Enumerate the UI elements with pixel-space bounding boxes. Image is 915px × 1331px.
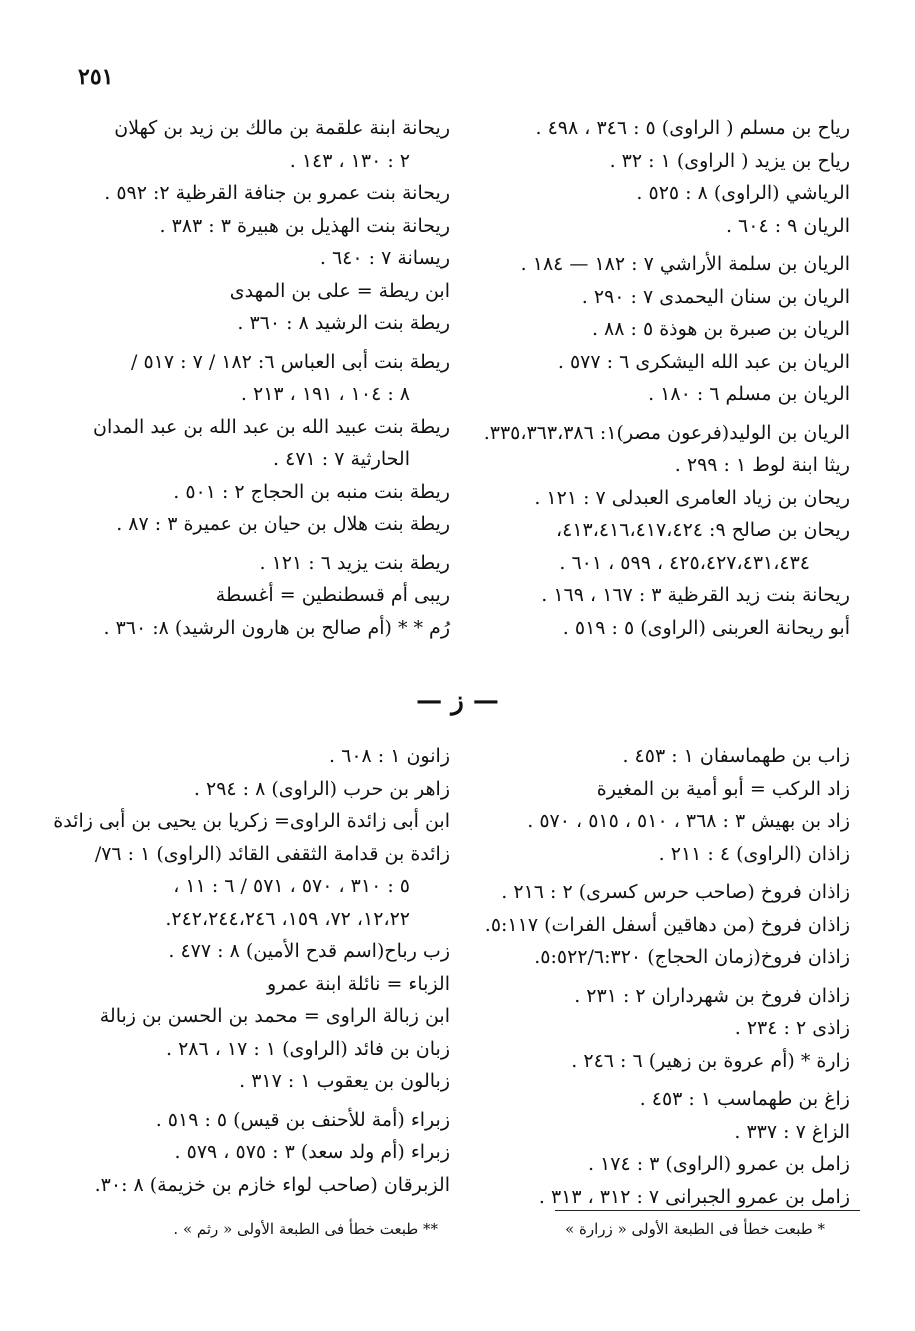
- index-entry: ابن زبالة الراوى = محمد بن الحسن بن زبالة: [99, 1005, 450, 1027]
- index-entry: ريطة بنت عبيد الله بن عبد الله بن عبد المدان: [93, 415, 450, 438]
- footnote-rule-right: [555, 1210, 860, 1211]
- index-entry: ريطة بنت منبه بن الحجاج ٢ : ٥٠١ .: [173, 480, 450, 503]
- index-entry: زب رباح(اسم قدح الأمين) ٨ : ٤٧٧ .: [168, 940, 450, 962]
- index-entry: ريحانة بنت عمرو بن جنافة القرظية ٢: ٥٩٢ .: [104, 182, 450, 204]
- index-entry: الريان بن صبرة بن هوذة ٥ : ٨٨ .: [591, 318, 850, 340]
- index-entry: رياح بن يزيد ( الراوى) ١ : ٣٢ .: [609, 149, 850, 172]
- index-entry: ابن أبى زائدة الراوى= زكريا بن يحيى بن أبى زائدة: [53, 810, 450, 832]
- index-entry: زاب بن طهماسفان ١ : ٤٥٣ .: [622, 745, 850, 767]
- index-column-right-lower: [470, 740, 850, 1213]
- page-number: ٢٥١: [78, 64, 114, 90]
- index-entry: الريان بن مسلم ٦ : ١٨٠ .: [648, 383, 850, 405]
- index-entry-continuation: ٨ : ١٠٤ ، ١٩١ ، ٢١٣ .: [240, 383, 410, 405]
- index-entry: ريطة بنت الرشيد ٨ : ٣٦٠ .: [237, 312, 450, 334]
- index-entry: الريان بن سنان اليحمدى ٧ : ٢٩٠ .: [581, 285, 850, 308]
- index-column-left-upper: [80, 112, 450, 644]
- index-entry: زارة * (أم عروة بن زهير) ٦ : ٢٤٦ .: [571, 1049, 850, 1072]
- index-entry: ريسانة ٧ : ٦٤٠ .: [319, 247, 450, 269]
- index-entry: زاذان فروخ (صاحب حرس كسرى) ٢ : ٢١٦ .: [501, 881, 850, 903]
- index-entry-continuation: ٤٢٥،٤٢٧،٤٣١،٤٣٤ ، ٥٩٩ ، ٦٠١ .: [559, 551, 810, 574]
- index-entry: الريان بن عبد الله اليشكرى ٦ : ٥٧٧ .: [557, 350, 850, 373]
- index-entry: ريحان بن صالح ٩: ٤١٣،٤١٦،٤١٧،٤٢٤،: [556, 519, 850, 541]
- index-entry: ريبى أم قسطنطين = أغسطة: [215, 584, 450, 606]
- index-entry: زاغ بن طهماسب ١ : ٤٥٣ .: [639, 1088, 850, 1110]
- index-entry: أبو ريحانة العربنى (الراوى) ٥ : ٥١٩ .: [562, 616, 850, 639]
- index-entry-continuation: ٥ : ٣١٠ ، ٥٧٠ ، ٥٧١ / ٦ : ١١ ،: [173, 875, 410, 897]
- index-entry: زبراء (أمة للأحنف بن قيس) ٥ : ٥١٩ .: [155, 1108, 450, 1131]
- index-entry: الريان بن سلمة الأراشي ٧ : ١٨٢ — ١٨٤ .: [520, 253, 850, 275]
- index-entry: زامل بن عمرو الجبرانى ٧ : ٣١٢ ، ٣١٣ .: [538, 1185, 850, 1208]
- index-entry: الريان بن الوليد(فرعون مصر)١: ٣٣٥،٣٦٣،٣٨٦.: [483, 421, 850, 444]
- index-entry: الريان ٩ : ٦٠٤ .: [725, 214, 850, 237]
- footnote-left: ** طبعت خطأ فى الطبعة الأولى « رثم » .: [173, 1220, 438, 1238]
- index-entry: زامل بن عمرو (الراوى) ٣ : ١٧٤ .: [587, 1153, 850, 1175]
- index-entry: ريطة بنت هلال بن حيان بن عميرة ٣ : ٨٧ .: [116, 513, 450, 535]
- index-entry: زاذان (الراوى) ٤ : ٢١١ .: [658, 842, 850, 865]
- index-entry: زبالون بن يعقوب ١ : ٣١٧ .: [239, 1070, 450, 1092]
- index-entry: الزباء = نائلة ابنة عمرو: [267, 972, 450, 995]
- index-entry: ريحانة ابنة علقمة بن مالك بن زيد بن كهلان: [114, 117, 450, 139]
- index-entry: الرياشي (الراوى) ٨ : ٥٢٥ .: [636, 182, 850, 204]
- index-entry-continuation: ٢ : ١٣٠ ، ١٤٣ .: [289, 149, 410, 172]
- index-entry: زاذى ٢ : ٢٣٤ .: [734, 1017, 850, 1039]
- index-entry: زاذان فروخ (من دهاقين أسفل الفرات) ٥:١١٧.: [484, 913, 850, 936]
- index-entry: زاذان فروخ(زمان الحجاج) ٥:٥٢٢/٦:٣٢٠.: [534, 946, 850, 968]
- index-entry: الزبرقان (صاحب لواء خازم بن خزيمة) ٨ :٣٠.: [94, 1173, 450, 1196]
- index-entry: ريطة بنت يزيد ٦ : ١٢١ .: [259, 551, 450, 574]
- index-entry: زبان بن فائد (الراوى) ١ : ١٧ ، ٢٨٦ .: [165, 1037, 450, 1060]
- index-entry: الزاغ ٧ : ٣٣٧ .: [734, 1120, 850, 1143]
- footnote-right: * طبعت خطأ فى الطبعة الأولى « زرارة »: [565, 1220, 825, 1238]
- index-entry: ريطة بنت أبى العباس ٦: ١٨٢ / ٧ : ٥١٧ /: [131, 350, 450, 373]
- index-entry: ريثا ابنة لوط ١ : ٢٩٩ .: [674, 454, 850, 476]
- section-header-zay: — ز —: [416, 686, 499, 716]
- index-entry-continuation: ١٢،٢٢، ٧٢، ١٥٩، ٢٤٢،٢٤٤،٢٤٦.: [165, 907, 410, 930]
- index-entry: ريحانة بنت زيد القرظية ٣ : ١٦٧ ، ١٦٩ .: [541, 584, 850, 606]
- index-entry: رُم * * (أم صالح بن هارون الرشيد) ٨: ٣٦٠ .: [103, 616, 450, 639]
- index-column-right-upper: [470, 112, 850, 644]
- index-entry: زاد الركب = أبو أمية بن المغيرة: [596, 777, 850, 800]
- index-entry-continuation: الحارثية ٧ : ٤٧١ .: [273, 448, 410, 470]
- index-entry: زبراء (أم ولد سعد) ٣ : ٥٧٥ ، ٥٧٩ .: [174, 1141, 450, 1163]
- index-entry: ابن ريطة = على بن المهدى: [229, 279, 450, 302]
- index-entry: رياح بن مسلم ( الراوى) ٥ : ٣٤٦ ، ٤٩٨ .: [535, 117, 850, 139]
- index-entry: زاد بن بهيش ٣ : ٣٦٨ ، ٥١٠ ، ٥١٥ ، ٥٧٠ .: [527, 810, 850, 832]
- index-entry: زائدة بن قدامة الثقفى القائد (الراوى) ١ : ٧٦/: [94, 842, 450, 865]
- index-entry: زانون ١ : ٦٠٨ .: [329, 745, 450, 767]
- index-entry: ريحانة بنت الهذيل بن هبيرة ٣ : ٣٨٣ .: [159, 214, 450, 237]
- index-entry: زاذان فروخ بن شهرداران ٢ : ٢٣١ .: [574, 984, 850, 1007]
- index-entry: ريحان بن زياد العامرى العبدلى ٧ : ١٢١ .: [534, 486, 850, 509]
- index-column-left-lower: [53, 740, 450, 1201]
- index-entry: زاهر بن حرب (الراوى) ٨ : ٢٩٤ .: [193, 777, 450, 800]
